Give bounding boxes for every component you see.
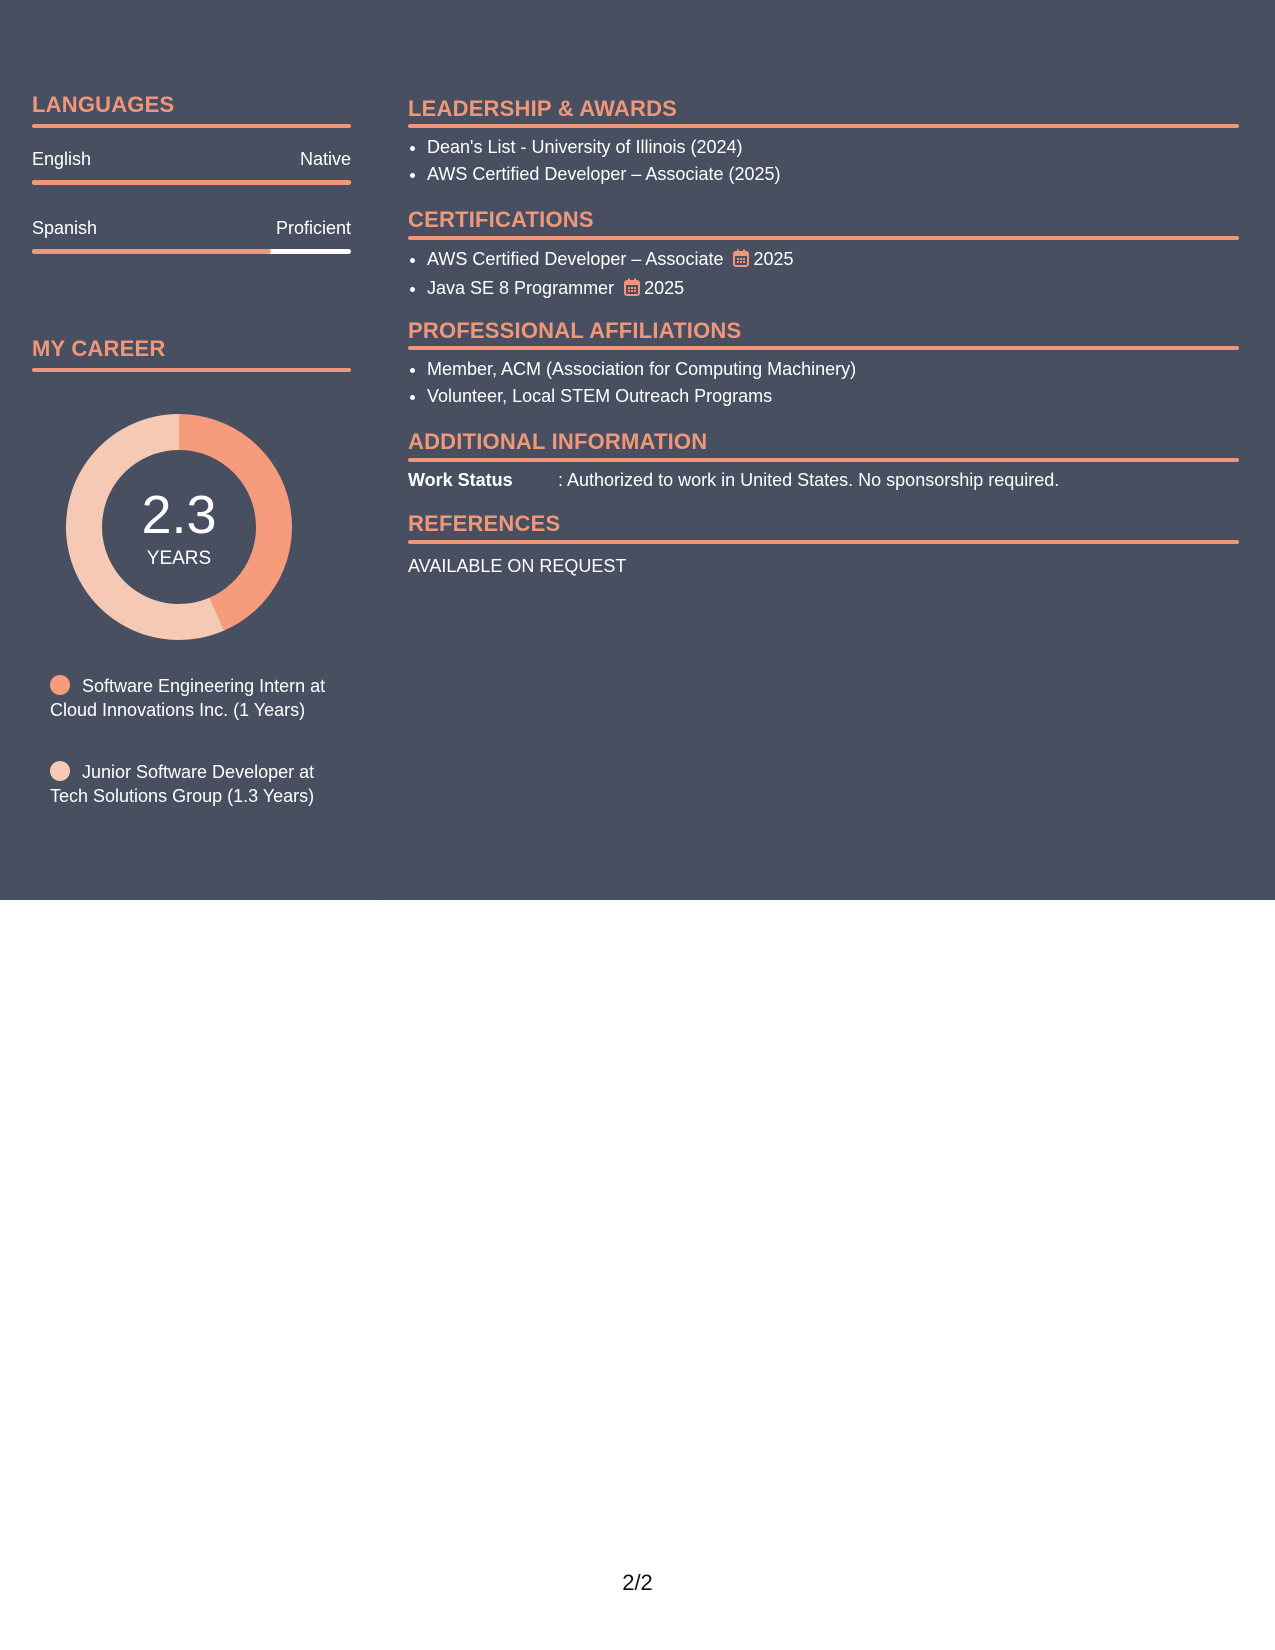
- career-rule: [32, 368, 351, 372]
- work-status-label: Work Status: [408, 470, 513, 490]
- career-years-unit: YEARS: [146, 548, 212, 569]
- language-item-spanish: [32, 217, 351, 254]
- language-proficiency-fill: [32, 249, 271, 254]
- language-name: English: [32, 149, 92, 169]
- certification-year: 2025: [753, 249, 794, 269]
- additional-info-rule: [408, 458, 1239, 462]
- leadership-list: [408, 134, 1239, 188]
- career-legend-item: [50, 760, 335, 808]
- additional-info-section: [408, 429, 1239, 492]
- certifications-section: [408, 207, 1239, 304]
- certifications-rule: [408, 236, 1239, 240]
- certifications-title: CERTIFICATIONS: [408, 207, 594, 232]
- language-item-english: [32, 148, 351, 185]
- page-number: 2/2: [622, 1570, 653, 1595]
- affiliations-list: [408, 356, 1239, 410]
- certification-item: [427, 275, 1239, 304]
- additional-info-title: ADDITIONAL INFORMATION: [408, 429, 708, 454]
- affiliations-rule: [408, 346, 1239, 350]
- list-item: • AWS Certified Developer – Associate (2025): [427, 161, 1239, 188]
- languages-title: LANGUAGES: [32, 92, 175, 117]
- legend-dot-icon: [50, 675, 70, 695]
- references-title: REFERENCES: [408, 511, 561, 536]
- work-status-value: : Authorized to work in United States. No sponsorship required.: [558, 470, 1060, 490]
- leadership-section: [408, 96, 1239, 188]
- languages-rule: [32, 124, 351, 128]
- language-level: Native: [299, 149, 351, 169]
- language-name: Spanish: [32, 218, 98, 238]
- career-legend-label: Software Engineering Intern at Cloud Innovations Inc. (1 Years): [50, 676, 326, 720]
- career-donut-center: [66, 414, 292, 640]
- leadership-title: LEADERSHIP & AWARDS: [408, 96, 678, 121]
- leadership-rule: [408, 124, 1239, 128]
- references-text: AVAILABLE ON REQUEST: [408, 556, 627, 576]
- certifications-list: [408, 246, 1239, 304]
- list-item: • Member, ACM (Association for Computing Machinery): [427, 356, 1239, 383]
- references-rule: [408, 540, 1239, 544]
- calendar-icon: [624, 277, 640, 304]
- career-legend-item: [50, 674, 335, 722]
- career-donut-chart: [66, 414, 292, 640]
- career-title: MY CAREER: [32, 336, 166, 361]
- certification-name: Java SE 8 Programmer: [427, 278, 615, 298]
- language-proficiency-fill: [32, 180, 351, 185]
- language-proficiency-bar: [32, 180, 351, 185]
- calendar-icon: [733, 248, 749, 275]
- certification-year: 2025: [644, 278, 685, 298]
- affiliations-section: [408, 318, 1239, 410]
- references-section: [408, 511, 1239, 578]
- career-section: [32, 336, 351, 372]
- language-level: Proficient: [275, 218, 351, 238]
- affiliations-title: PROFESSIONAL AFFILIATIONS: [408, 318, 742, 343]
- career-total-years: 2.3: [141, 485, 217, 545]
- career-legend-label: Junior Software Developer at Tech Solutions Group (1.3 Years): [50, 762, 315, 806]
- languages-section: [32, 92, 351, 254]
- list-item: • Dean's List - University of Illinois (2024): [427, 134, 1239, 161]
- list-item: • Volunteer, Local STEM Outreach Programs: [427, 383, 1239, 410]
- legend-dot-icon: [50, 761, 70, 781]
- certification-item: [427, 246, 1239, 275]
- language-proficiency-bar: [32, 249, 351, 254]
- certification-name: AWS Certified Developer – Associate: [427, 249, 724, 269]
- work-status-row: [408, 468, 1239, 492]
